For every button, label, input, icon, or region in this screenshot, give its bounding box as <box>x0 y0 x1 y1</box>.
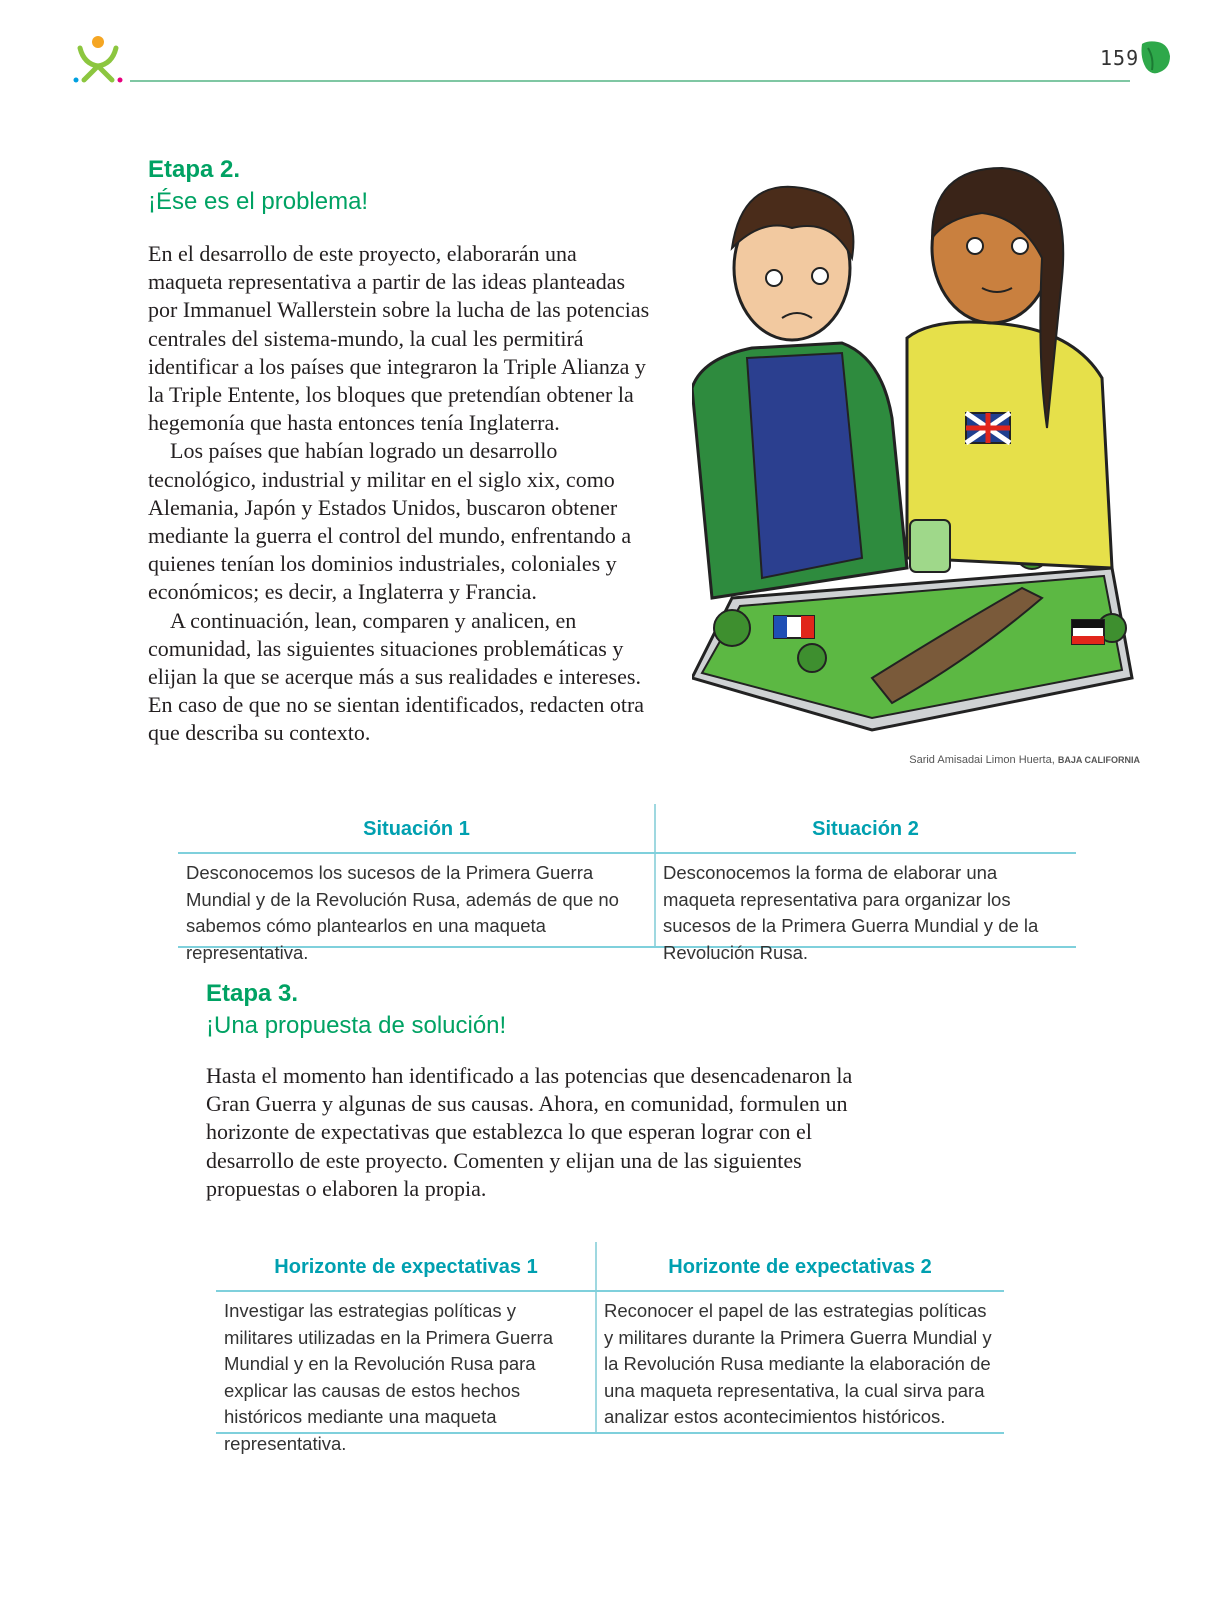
green-leaf-icon <box>1138 38 1172 76</box>
illustration-credit-place: BAJA CALIFORNIA <box>1057 755 1140 765</box>
stage3-title: Etapa 3. <box>206 980 299 1007</box>
stage3-paragraph: Hasta el momento han identificado a las potencias que desencadenaron la Gran Guerra y algunas de sus causas. Ahora, en comunidad, formulen un horizonte de expectativas que establezca lo que esperan lograr con el desarrollo de este proyecto. Comenten y elijan una de las siguientes propuestas o elaboren la propia. <box>206 1063 853 1201</box>
situation-2-header: Situación 2 <box>812 817 919 840</box>
horizon-2-header: Horizonte de expectativas 2 <box>668 1255 932 1278</box>
students-building-model-illustration <box>692 158 1152 748</box>
stage3-body <box>206 1062 871 1203</box>
illustration-credit-name: Sarid Amisadai Limon Huerta, <box>909 754 1055 766</box>
person-figure-logo <box>70 34 130 86</box>
horizon-2-text: Reconocer el papel de las estrategias políticas y militares durante la Primera Guerra Mundial y la Revolución Rusa mediante la elaboración de una maqueta representativa, la cual sirva para analizar estos acontecimientos históricos. <box>604 1300 992 1427</box>
horizon-1-header: Horizonte de expectativas 1 <box>274 1255 538 1278</box>
header-rule <box>130 80 1130 82</box>
horizon-1-text: Investigar las estrategias políticas y militares utilizadas en la Primera Guerra Mundial y en la Revolución Rusa para explicar las causas de estos hechos históricos mediante una maqueta representativa. <box>224 1300 554 1454</box>
stage2-paragraph-1: En el desarrollo de este proyecto, elaborarán una maqueta representativa a partir de las ideas planteadas por Immanuel Wallerstein sobre la lucha de las potencias centrales del sistema-mundo, la cual les permitirá identificar a los países que integraron la Triple Alianza y la Triple Entente, los bloques que pretendían obtener la hegemonía que hasta entonces tenía Inglaterra. <box>148 241 650 436</box>
stage2-subtitle: ¡Ése es el problema! <box>148 188 369 215</box>
stage3-heading <box>206 978 506 1042</box>
stage3-subtitle: ¡Una propuesta de solución! <box>206 1012 507 1039</box>
stage2-title: Etapa 2. <box>148 156 241 183</box>
stage2-body <box>148 240 653 748</box>
situation-1-header: Situación 1 <box>363 817 470 840</box>
stage2-paragraph-2: Los países que habían logrado un desarrollo tecnológico, industrial y militar en el siglo xix, como Alemania, Japón y Estados Unidos, buscaron obtener mediante la guerra el control del mundo, enfrentando a quienes tenían los dominios industriales, coloniales y económicos; es decir, a Inglaterra y Francia. <box>148 438 632 605</box>
situation-1-text: Desconocemos los sucesos de la Primera Guerra Mundial y de la Revolución Rusa, además de que no sabemos cómo plantearlos en una maqueta representativa. <box>186 862 619 963</box>
situations-table <box>178 806 1076 966</box>
page-number: 159 <box>1100 46 1140 70</box>
situation-2-text: Desconocemos la forma de elaborar una maqueta representativa para organizar los sucesos de la Primera Guerra Mundial y de la Revolución Rusa. <box>663 862 1039 963</box>
illustration-credit <box>890 754 1140 766</box>
stage2-paragraph-3: A continuación, lean, comparen y analicen, en comunidad, las siguientes situaciones problemáticas y elijan la que se acerque más a sus realidades e intereses. En caso de que no se sientan identificados, redacten otra que describa su contexto. <box>148 607 645 746</box>
horizons-table <box>216 1244 1004 1457</box>
stage2-heading <box>148 154 368 218</box>
